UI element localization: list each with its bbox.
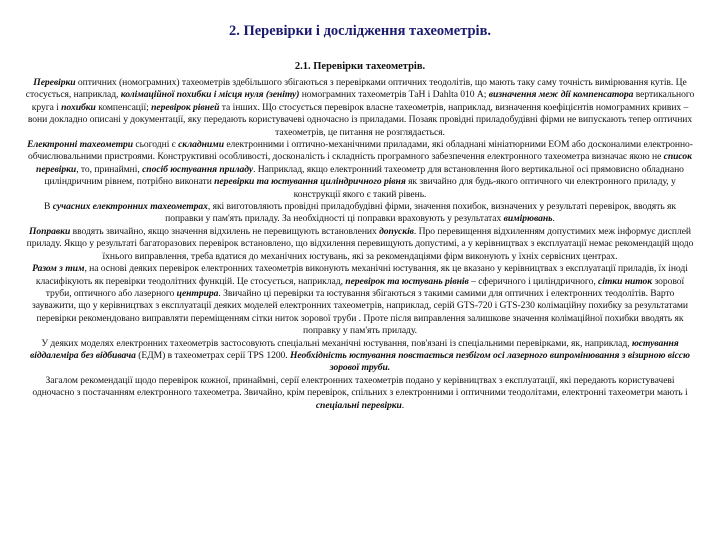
p2-term: перевірки та юстування циліндричного рівня	[214, 176, 406, 188]
p1-text: та інших. Що стосується перевірок власне тахеометрів, наприклад, визначення коефіцієнтів номограмних кривих – вони докладно описані у документації, яку передають користувачеві одночасно із приладами. Позаяк провідні приладобудівні фірми не випускають тепер оптичних тахеометрів, це питання не розглядається.	[27, 101, 693, 138]
paragraph-5	[24, 263, 696, 337]
p7-text: Загалом рекомендації щодо перевірок кожної, принаймні, серії електронних тахеометрів подано у керівництвах з експлуатації, які передають користувачеві одночасно з постачанням електронного тахеометра. Звичайно, крім перевірок, спільних з електронними і оптичними теодолітами, електронні тахеометри мають і	[32, 374, 688, 399]
p4-text: вводять звичайно, якщо значення відхилень не перевищують встановлених	[70, 225, 380, 237]
p2-text: електронними і оптично-механічними приладами, які обладнані мініатюрними ЕОМ або досконалими електронно-обчислювальними пристроями. Конструктивні особливості, досконалість і складність програмного забезпечення електронного тахеометра визначає якою не	[28, 139, 693, 163]
p2-term: складними	[178, 139, 224, 151]
p3-text: , які виготовляють провідні приладобудівні фірми, значення похибок, визначених у результаті перевірок, вводять як поправки у пам'ять приладу. За необхідності ці поправки враховують у результатах	[165, 201, 676, 225]
paragraph-4	[24, 226, 696, 263]
p5-text: . Звичайно ці перевірки та юстування збігаються з такими самими для оптичних і електронних теодолітів. Варто зауважити, що у керівництвах з експлуатації деяких моделей електронних тахеометрів, наприклад, серій GTS-720 і GTS-230 колімаційну похибку за результатами перевірки рекомендовано виправляти переміщенням сітки ниток зорової труби . Проте після виправлення залишкове значення колімаційної похибки вводять як поправку у пам'ять приладу.	[31, 287, 689, 337]
p1-text: номограмних тахеометрів ТаН і Dahlta 010 А;	[299, 89, 489, 101]
p2-text: як звичайно для будь-якого оптичного чи електронного приладу, у конструкції якого є такий рівень.	[293, 176, 676, 200]
p1-term: колімаційної похибки і місця нуля (зеніту)	[120, 89, 300, 101]
p5-text: , на основі деяких перевірок електронних тахеометрів виконують механічні юстування, як це вказано у керівництвах з експлуатації приладів, їх іноді класифікують як перевірки теодолітних функцій. Це стосується, наприклад,	[35, 263, 688, 287]
paragraph-6	[24, 338, 696, 375]
p1-text: вертикального круга і	[31, 89, 695, 113]
p1-term: визначення меж дії компенсатора	[488, 89, 634, 101]
p7-term: спеціальні перевірки	[315, 399, 402, 411]
p2-term: список перевірки	[36, 151, 692, 175]
p1-text: оптичних (номограмних) тахеометрів здебільшого збігаються з перевірками оптичних теодолітів, що мають таку саму точність вимірювання кутів. Це стосується, наприклад,	[25, 77, 687, 101]
document-body	[24, 77, 696, 412]
p4-term: допусків	[379, 225, 414, 237]
p2-term: спосіб юстування приладу	[142, 163, 254, 175]
p3-term: вимірювань	[503, 213, 553, 225]
p3-text: В	[44, 201, 53, 213]
page-title: 2. Перевірки і дослідження тахеометрів.	[228, 23, 492, 39]
p1-term: Перевірки	[33, 77, 76, 88]
paragraph-7	[24, 375, 696, 412]
p3-term: сучасних електронних тахеометрах	[52, 201, 208, 213]
paragraph-2	[24, 139, 696, 201]
p5-term: центрира	[176, 287, 219, 299]
paragraph-1	[24, 77, 696, 139]
paragraph-3	[24, 201, 696, 226]
p4-term: Поправки	[28, 225, 71, 237]
p5-term: сітки ниток	[598, 275, 653, 287]
p3-text: .	[552, 213, 555, 225]
p2-term: Електронні тахеометри	[27, 139, 134, 151]
p1-term: перевірок рівней	[151, 101, 220, 113]
p1-text: компенсації;	[95, 101, 152, 113]
p6-term: юстування віддалеміра без відбивача	[30, 337, 679, 361]
p2-text: сьогодні є	[133, 139, 179, 151]
p7-text: .	[401, 399, 405, 411]
section-subtitle: 2.1. Перевірки тахеометрів.	[294, 61, 426, 72]
p5-term: перевірок та юстувань рівнів	[345, 275, 469, 287]
p2-text: . Наприклад, якщо електронний тахеометр для встановлення його вертикальної осі прямовисно обладнано циліндричним рівнем, потрібно виконати	[44, 163, 684, 188]
p5-text: – сферичного і циліндричного,	[468, 275, 599, 287]
p5-text: зорової труби, оптичного або лазерного	[45, 275, 685, 299]
p6-term: Необхідність юстування повстається пезбігом осі лазерного випромінювання з візирною віссю зорової труби.	[290, 349, 690, 374]
p1-term: похибки	[61, 101, 96, 113]
p6-text: У деяких моделях електронних тахеометрів застосовують спеціальні механічні юстування, пов'язані із спеціальними перевірками, як, наприклад,	[41, 337, 632, 349]
p4-text: . Про перевищення відхиленням допустимих меж інформує дисплей приладу. Якщо у результаті багаторазових перевірок встановлено, що відхилення перевищують допустимі, а у керівництвах з експлуатації немає рекомендацій щодо їхнього виправлення, треба вдатися до механічних юстувань, які за рекомендаціями фірм виконують у їхніх сервісних центрах.	[26, 225, 694, 262]
p2-text: , то, принаймні,	[76, 163, 143, 175]
p5-term: Разом з тим	[32, 263, 85, 275]
p6-text: (ЕДМ) в тахеометрах серії TPS 1200.	[135, 349, 291, 361]
